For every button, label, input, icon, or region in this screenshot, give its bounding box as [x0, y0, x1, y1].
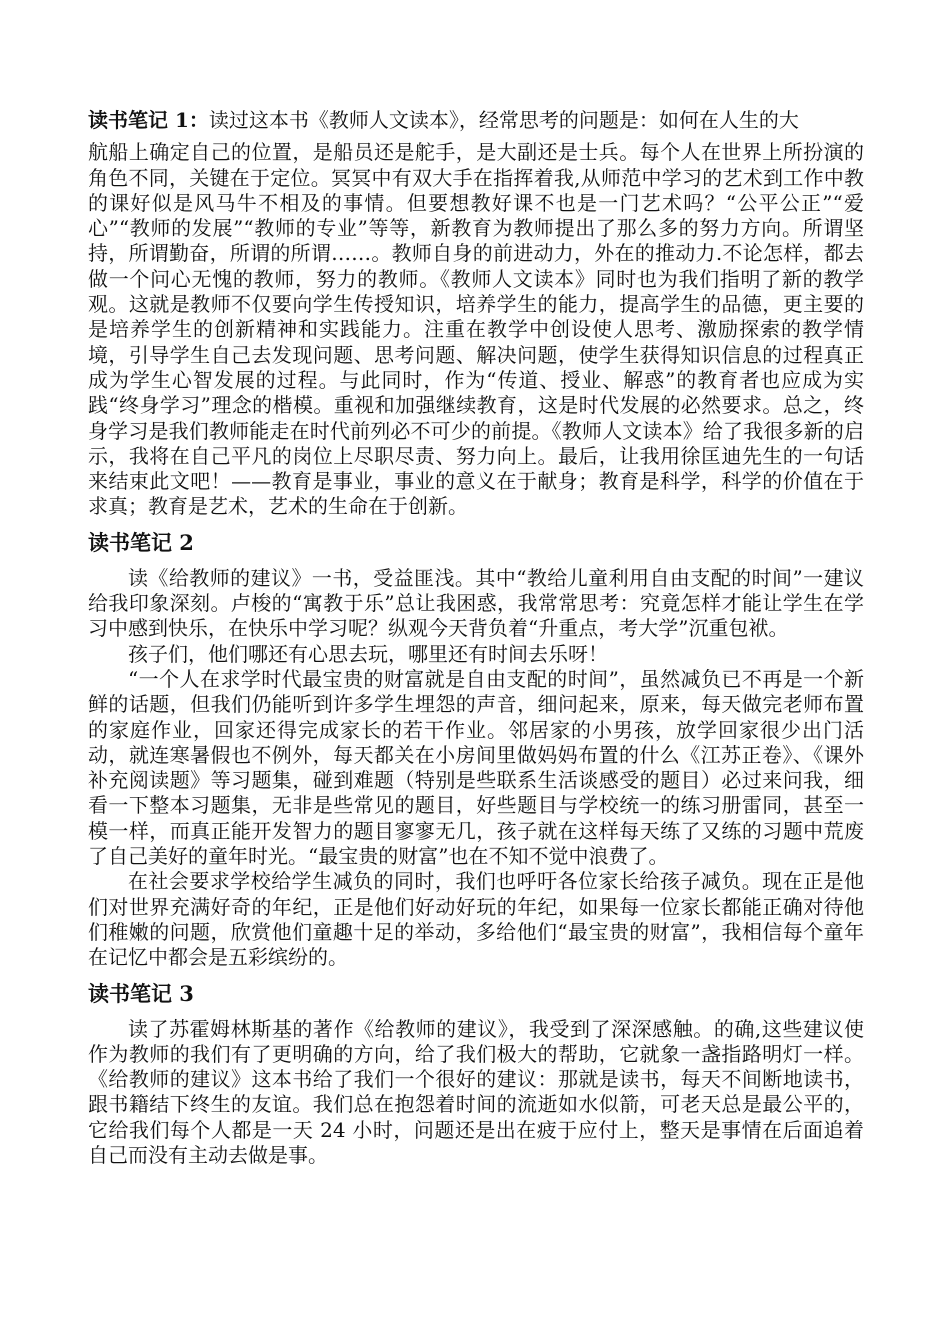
note-2-title: 读书笔记 2: [88, 529, 194, 555]
note-1-title: 读书笔记 1：: [88, 108, 209, 132]
note-1-intro: [88, 108, 864, 520]
note-2-paragraph: “一个人在求学时代最宝贵的财富就是自由支配的时间”，虽然减负已不再是一个新鲜的话题，但我们仍能听到许多学生埋怨的声音，细问起来，原来，每天做完老师布置的家庭作业，回家还得完成家长的若干作业。邻居家的小男孩，放学回家很少出门活动，就连寒暑假也不例外，每天都关在小房间里做妈妈布置的什么《江苏正卷》、《课外补充阅读题》等习题集，碰到难题（特别是些联系生活谈感受的题目）必过来问我，细看一下整本习题集，无非是些常见的题目，好些题目与学校统一的练习册雷同，甚至一模一样，而真正能开发智力的题目寥寥无几，孩子就在这样每天练了又练的习题中荒废了自己美好的童年时光。“最宝贵的财富”也在不知不觉中浪费了。: [88, 666, 864, 869]
document-page: [88, 108, 864, 1168]
reading-note-2: [88, 530, 864, 971]
note-2-paragraph: 在社会要求学校给学生减负的同时，我们也呼吁各位家长给孩子减负。现在正是他们对世界充满好奇的年纪，正是他们好动好玩的年纪，如果每一位家长都能正确对待他们稚嫩的问题，欣赏他们童趣十足的举动，多给他们“最宝贵的财富”，我相信每个童年在记忆中都会是五彩缤纷的。: [88, 869, 864, 970]
note-3-paragraph: 读了苏霍姆林斯基的著作《给教师的建议》，我受到了深深感触。的确,这些建议使作为教师的我们有了更明确的方向，给了我们极大的帮助，它就象一盏指路明灯一样。《给教师的建议》这本书给了我们一个很好的建议：那就是读书，每天不间断地读书，跟书籍结下终生的友谊。我们总在抱怨着时间的流逝如水似箭，可老天总是最公平的，它给我们每个人都是一天 24 小时，问题还是出在疲于应付上，整天是事情在后面追着自己而没有主动去做是事。: [88, 1016, 864, 1167]
note-1-first-line-text: 读过这本书《教师人文读本》，经常思考的问题是：如何在人生的大: [208, 108, 799, 132]
reading-note-3: [88, 981, 864, 1169]
note-3-title: 读书笔记 3: [88, 980, 194, 1006]
reading-note-1: [88, 108, 864, 520]
note-2-paragraph: 孩子们，他们哪还有心思去玩，哪里还有时间去乐呀！: [128, 641, 608, 666]
note-1-first-line: [88, 108, 864, 133]
note-1-body: 航船上确定自己的位置，是船员还是舵手，是大副还是士兵。每个人在世界上所扮演的角色不同，关键在于定位。冥冥中有双大手在指挥着我,从师范中学习的艺术到工作中教的课好似是风马牛不相及的事情。但要想教好课不也是一门艺术吗？“公平公正”“爱心”“教师的发展”“教师的专业”等等，新教育为教师提出了那么多的努力方向。所谓坚持，所谓勤奋，所谓的所谓……。教师自身的前进动力，外在的推动力.不论怎样，都去做一个问心无愧的教师，努力的教师。《教师人文读本》同时也为我们指明了新的教学观。这就是教师不仅要向学生传授知识，培养学生的能力，提高学生的品德，更主要的是培养学生的创新精神和实践能力。注重在教学中创设使人思考、激励探索的教学情境，引导学生自己去发现问题、思考问题、解决问题，使学生获得知识信息的过程真正成为学生心智发展的过程。与此同时，作为“传道、授业、解惑”的教育者也应成为实践“终身学习”理念的楷模。重视和加强继续教育，这是时代发展的必然要求。总之，终身学习是我们教师能走在时代前列必不可少的前提。《教师人文读本》给了我很多新的启示，我将在自己平凡的岗位上尽职尽责、努力向上。最后，让我用徐匡迪先生的一句话来结束此文吧！——教育是事业，事业的意义在于献身；教育是科学，科学的价值在于求真；教育是艺术，艺术的生命在于创新。: [88, 140, 864, 519]
note-2-paragraph: 读《给教师的建议》一书，受益匪浅。其中“教给儿童利用自由支配的时间”一建议给我印象深刻。卢梭的“寓教于乐”总让我困惑，我常常思考：究竟怎样才能让学生在学习中感到快乐，在快乐中学习呢？纵观今天背负着“升重点，考大学”沉重包袱。: [88, 565, 864, 641]
